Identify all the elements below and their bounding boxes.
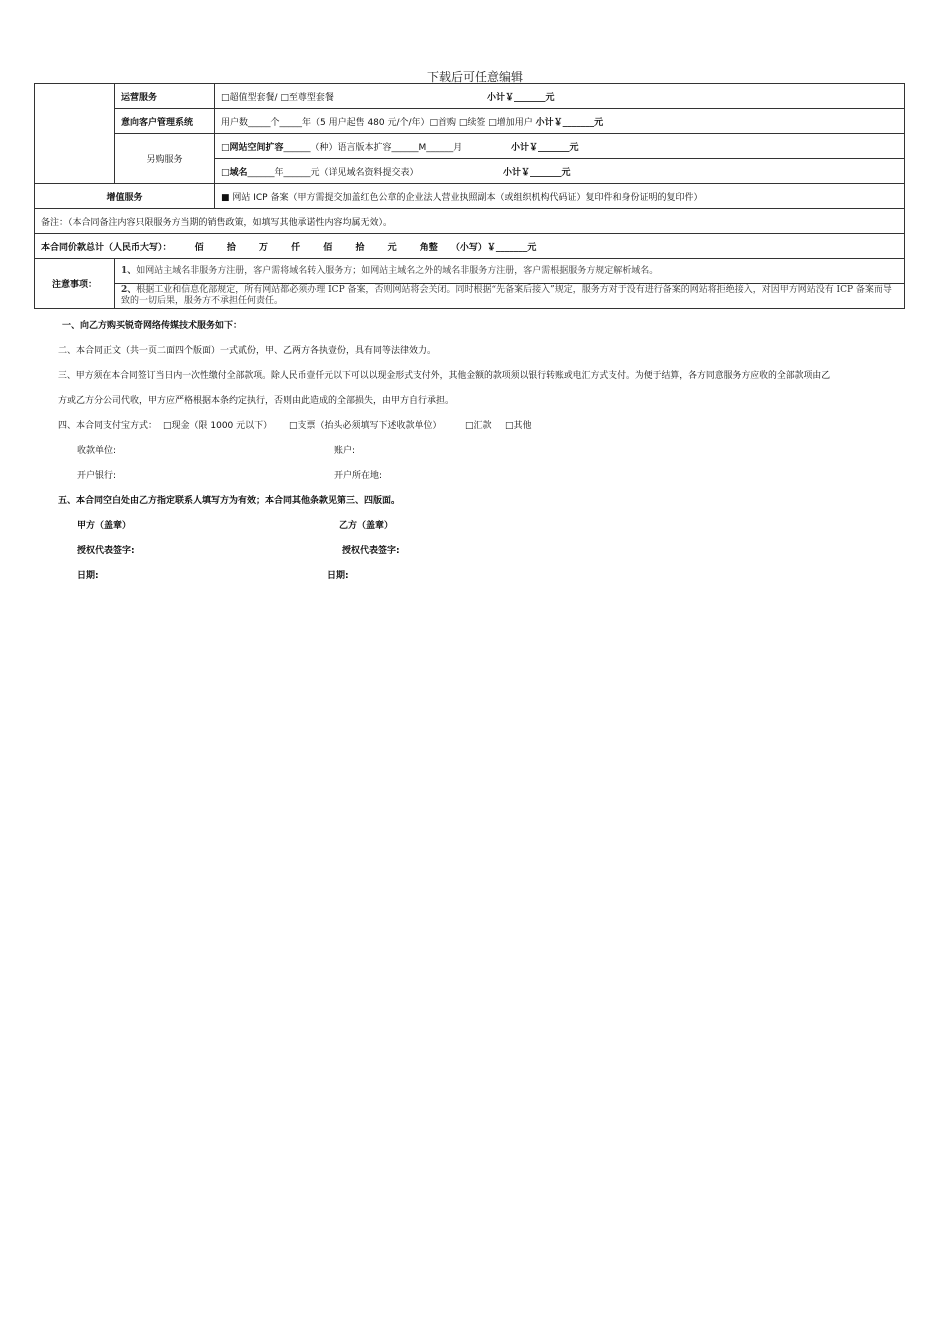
note-number: 1、: [121, 265, 137, 276]
ops-subtotal[interactable]: 小计￥_______元: [487, 92, 555, 103]
space-subtotal[interactable]: 小计￥_______元: [511, 142, 579, 153]
row-remark: [35, 209, 905, 234]
row-note-2: [35, 284, 905, 309]
section-3-line-1: 三、甲方须在本合同签订当日内一次性缴付全部款项。除人民币壹仟元以下可以以现金形式支付外，其他金额的款项须以银行转账或电汇方式支付。为便于结算，各方同意服务方应收的全部款项由乙: [58, 371, 831, 381]
ops-label: 运营服务: [115, 84, 215, 109]
row-total: [35, 234, 905, 259]
row-crm: [35, 109, 905, 134]
party-b-date: 日期:: [327, 571, 349, 581]
note-item-1: [115, 259, 905, 284]
total-unit: 拾: [355, 242, 365, 253]
note-text: 如网站主域名非服务方注册，客户需将域名转入服务方；如网站主域名之外的域名非服务方注册，客户需根据服务方规定解析域名。: [136, 265, 659, 276]
blank-cell: [35, 84, 115, 184]
section-2: 二、本合同正文（共一页二面四个版面）一式贰份，甲、乙两方各执壹份，具有同等法律效力。: [58, 346, 437, 356]
payment-option-remit[interactable]: □汇款: [465, 421, 492, 431]
section-1: 一、向乙方购买锐奇网络传媒技术服务如下：: [62, 321, 243, 331]
value-added-label: 增值服务: [35, 184, 215, 209]
section-4-label: 四、本合同支付宝方式：: [58, 421, 158, 431]
total-unit: 万: [258, 242, 268, 253]
party-a-seal: 甲方（盖章）: [77, 521, 132, 531]
value-added-content: ■ 网站 ICP 备案（甲方需提交加盖红色公章的企业法人营业执照副本（或组织机构代码证）复印件和身份证明的复印件）: [215, 184, 905, 209]
payment-option-check[interactable]: □支票（抬头必须填写下述收款单位）: [289, 421, 442, 431]
note-number: 2、: [121, 285, 137, 295]
extra-row1-cell: [215, 134, 905, 159]
row-extra-1: [35, 134, 905, 159]
checkbox[interactable]: □: [221, 167, 230, 178]
extra-label: 另购服务: [115, 134, 215, 184]
party-b-signature: 授权代表签字:: [342, 546, 400, 556]
payment-option-cash[interactable]: □现金（限 1000 元以下）: [163, 421, 273, 431]
row-value-added: [35, 184, 905, 209]
total-cell: [35, 234, 905, 259]
total-unit: 角整: [419, 242, 438, 253]
page-header: 下载后可任意编辑: [426, 70, 523, 84]
crm-content[interactable]: 用户数_____个_____年（5 用户起售 480 元/个/年）□首购 □续签 □增加用户: [221, 117, 533, 128]
ops-content-cell: [215, 84, 905, 109]
domain-label: 域名: [229, 167, 248, 178]
account-label: 账户:: [334, 446, 356, 456]
total-unit: 佰: [323, 242, 333, 253]
extra-row2-cell: [215, 159, 905, 184]
total-unit: 元: [387, 242, 397, 253]
domain-fields[interactable]: ______年______元（详见域名资料提交表）: [247, 167, 419, 178]
total-small[interactable]: （小写）￥_______元: [450, 242, 537, 253]
crm-label: 意向客户管理系统: [115, 109, 215, 134]
section-5: 五、本合同空白处由乙方指定联系人填写方为有效；本合同其他条款见第三、四版面。: [58, 496, 401, 506]
domain-subtotal[interactable]: 小计￥_______元: [503, 167, 571, 178]
party-b-seal: 乙方（盖章）: [339, 521, 394, 531]
total-unit: 拾: [226, 242, 236, 253]
contract-table: [34, 83, 905, 309]
crm-subtotal[interactable]: 小计￥_______元: [535, 117, 604, 128]
payee-label: 收款单位:: [77, 446, 117, 456]
note-text: 根据工业和信息化部规定，所有网站都必须办理 ICP 备案，否则网站将会关闭。同时根据“先备案后接入”规定，服务方对于没有进行备案的网站将拒绝接入，对因甲方网站没有 ICP 备案而导致的一切后果，服务方不承担任何责任。: [121, 285, 892, 306]
total-unit: 佰: [194, 242, 204, 253]
payment-option-other[interactable]: □其他: [505, 421, 532, 431]
total-label: 本合同价款总计（人民币大写）：: [41, 242, 172, 253]
row-ops: [35, 84, 905, 109]
row-note-1: [35, 259, 905, 284]
crm-content-cell: [215, 109, 905, 134]
bank-location-label: 开户所在地:: [334, 471, 383, 481]
section-3-line-2: 方或乙方分公司代收，甲方应严格根据本条约定执行，否则由此造成的全部损失，由甲方自行承担。: [58, 396, 455, 406]
notes-label: 注意事项：: [35, 259, 115, 309]
bank-label: 开户银行:: [77, 471, 117, 481]
party-a-date: 日期:: [77, 571, 99, 581]
space-expand-fields[interactable]: ______（种）语言版本扩容______M______月: [283, 142, 463, 153]
note-item-2: [115, 284, 905, 309]
party-a-signature: 授权代表签字:: [77, 546, 135, 556]
remark: 备注：（本合同备注内容只限服务方当期的销售政策，如填写其他承诺性内容均属无效）。: [35, 209, 905, 234]
ops-options[interactable]: □超值型套餐/ □至尊型套餐: [221, 92, 334, 103]
space-expand-label: 网站空间扩容: [229, 142, 284, 153]
total-unit: 仟: [291, 242, 301, 253]
checkbox[interactable]: □: [221, 142, 230, 153]
